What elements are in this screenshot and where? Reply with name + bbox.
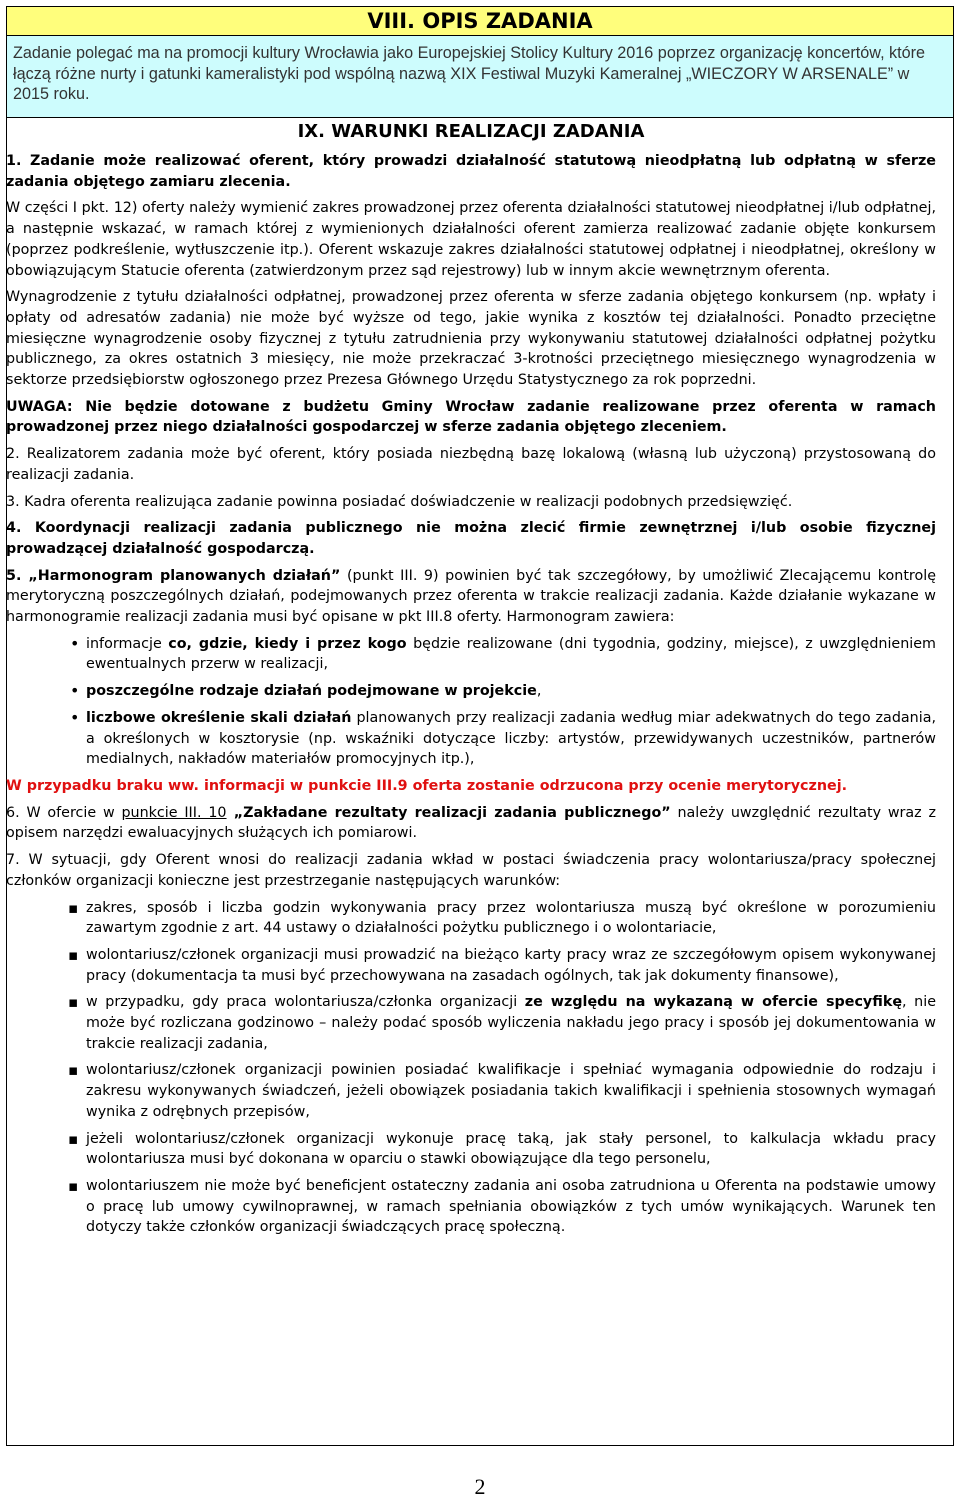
section-heading-opis-zadania: VIII. OPIS ZADANIA: [7, 7, 953, 36]
document-body: [6, 114, 936, 1244]
punkt-iii-10-link: punkcie III. 10: [121, 804, 227, 821]
paragraph-5-bold: 5. „Harmonogram planowanych działań”: [6, 567, 341, 584]
paragraph-2: 2. Realizatorem zadania może być oferent, który posiada niezbędną bazę lokalową (własną lub użyczoną) przystosowaną do realizacji zadania.: [6, 446, 936, 483]
paragraph-5: [6, 566, 936, 628]
list-item: • poszczególne rodzaje działań podejmowane w projekcie,: [6, 681, 936, 702]
volunteer-conditions-list: [6, 898, 936, 1239]
paragraph-1b: W części I pkt. 12) oferty należy wymienić zakres prowadzonej przez oferenta działalności statutowej nieodpłatnej i/lub odpłatnej, a następnie wskazać, w ramach której z wymienionych działalności oferent zamierza realizować zadanie objęte konkursem (poprzez podkreślenie, wytłuszczenie itp.). Oferent wskazuje zakres działalności statutowej odpłatnej i nieodpłatnej, określony w obowiązującym Statucie oferenta (zatwierdzonym przez sąd rejestrowy) lub w innym akcie wewnętrznym oferenta.: [6, 200, 936, 279]
intro-box: Zadanie polegać ma na promocji kultury Wrocławia jako Europejskiej Stolicy Kultury 2016 poprzez organizację koncertów, które łączą różne nurty i gatunki kameralistyki pod wspólną nazwą XIX Festiwal Muzyki Kameralnej „WIECZORY W ARSENALE” w 2015 roku.: [7, 36, 953, 118]
red-warning-note: W przypadku braku ww. informacji w punkcie III.9 oferta zostanie odrzucona przy ocenie merytorycznej.: [6, 777, 848, 794]
list-item: ▪ w przypadku, gdy praca wolontariusza/członka organizacji ze względu na wykazaną w ofercie specyfikę, nie może być rozliczana godzinowo – należy podać sposób wyliczenia nakładu jego pracy i sposób jej dokumentowania w trakcie realizacji zadania,: [6, 992, 936, 1054]
paragraph-5-rest: (punkt III. 9) powinien być tak szczegółowy, by umożliwić Zlecającemu kontrolę merytoryczną poszczególnych działań, podejmowanych przez oferenta w trakcie realizacji zadania. Każde działanie wykazane w harmonogramie realizacji zadania musi być opisane w pkt III.8 oferty. Harmonogram zawiera:: [6, 567, 937, 626]
list-item: ▪ zakres, sposób i liczba godzin wykonywania pracy przez wolontariusza muszą być określone w porozumieniu zawartym zgodnie z art. 44 ustawy o działalności pożytku publicznego i o wolontariacie,: [6, 898, 936, 939]
list-item: • liczbowe określenie skali działań planowanych przy realizacji zadania według miar adekwatnych do tego zadania, a określonych w kosztorysie (np. wskaźniki dotyczące liczby: artystów, przewidywanych uczestników, partnerów medialnych, nakładów materiałów promocyjnych itp.),: [6, 708, 936, 770]
list-item: ▪ wolontariuszem nie może być beneficjent ostateczny zadania ani osoba zatrudniona u Oferenta na podstawie umowy o pracę lub umowy cywilnoprawnej, w ramach spełniania obowiązków z tych umów wynikających. Warunek ten dotyczy także członków organizacji świadczących pracę społeczną.: [6, 1176, 936, 1238]
list-item: ▪ wolontariusz/członek organizacji musi prowadzić na bieżąco karty pracy wraz ze szczegółowym opisem wykonywanej pracy (dokumentacja ta musi być przechowywana na zasadach ogólnych, tak jak dokumenty finansowe),: [6, 945, 936, 986]
paragraph-3: 3. Kadra oferenta realizująca zadanie powinna posiadać doświadczenie w realizacji podobnych przedsięwzięć.: [6, 493, 793, 510]
uwaga-note: UWAGA: Nie będzie dotowane z budżetu Gminy Wrocław zadanie realizowane przez oferenta w ramach prowadzonej przez niego działalności gospodarczej w sferze zadania objętego zleceniem.: [6, 398, 936, 436]
list-item: ▪ jeżeli wolontariusz/członek organizacji wykonuje pracę taką, jak stały personel, to kalkulacja wkładu pracy wolontariusza musi być dokonana w oparciu o stawki obowiązujące dla tego personelu,: [6, 1129, 936, 1170]
paragraph-1c: Wynagrodzenie z tytułu działalności odpłatnej, prowadzonej przez oferenta w sferze zadania objętego konkursem (np. wpłaty i opłaty od adresatów zadania) nie może być wyższe od tego, jakie wynika z kosztów tej działalności. Ponadto przeciętne miesięczne wynagrodzenie osoby fizycznej z tytułu zatrudnienia przy wykonywaniu statutowej działalności odpłatnej pożytku publicznego, za okres ostatnich 3 miesięcy, nie może przekraczać 3-krotności przeciętnego miesięcznego wynagrodzenia w sektorze przedsiębiorstw ogłoszonego przez Prezesa Głównego Urzędu Statystycznego za rok poprzedni.: [6, 289, 936, 389]
paragraph-7: 7. W sytuacji, gdy Oferent wnosi do realizacji zadania wkład w postaci świadczenia pracy wolontariusza/pracy społecznej członków organizacji konieczne jest przestrzeganie następujących warunków:: [6, 852, 936, 889]
section-heading-warunki: IX. WARUNKI REALIZACJI ZADANIA: [297, 121, 645, 142]
paragraph-6: 6. W ofercie w punkcie III. 10 „Zakładane rezultaty realizacji zadania publicznego” należy uwzględnić rezultaty wraz z opisem narzędzi ewaluacyjnych służących ich pomiarowi.: [6, 804, 936, 842]
list-item: • informacje co, gdzie, kiedy i przez kogo będzie realizowane (dni tygodnia, godziny, miejsce), z uwzględnieniem ewentualnych przerw w realizacji,: [6, 634, 936, 675]
harmonogram-list: [6, 634, 936, 770]
paragraph-1: 1. Zadanie może realizować oferent, który prowadzi działalność statutową nieodpłatną lub odpłatną w sferze zadania objętego zamiaru zlecenia.: [6, 153, 936, 190]
list-item: ▪ wolontariusz/członek organizacji powinien posiadać kwalifikacje i spełniać wymagania odpowiednie do rodzaju i zakresu wykonywanych świadczeń, jeżeli obowiązek posiadania takich kwalifikacji i spełnienia stosownych wymagań wynika z odrębnych przepisów,: [6, 1060, 936, 1122]
paragraph-4: 4. Koordynacji realizacji zadania publicznego nie można zlecić firmie zewnętrznej i/lub osobie fizycznej prowadzącej działalność gospodarczą.: [6, 520, 936, 557]
page-number: 2: [474, 1474, 486, 1499]
